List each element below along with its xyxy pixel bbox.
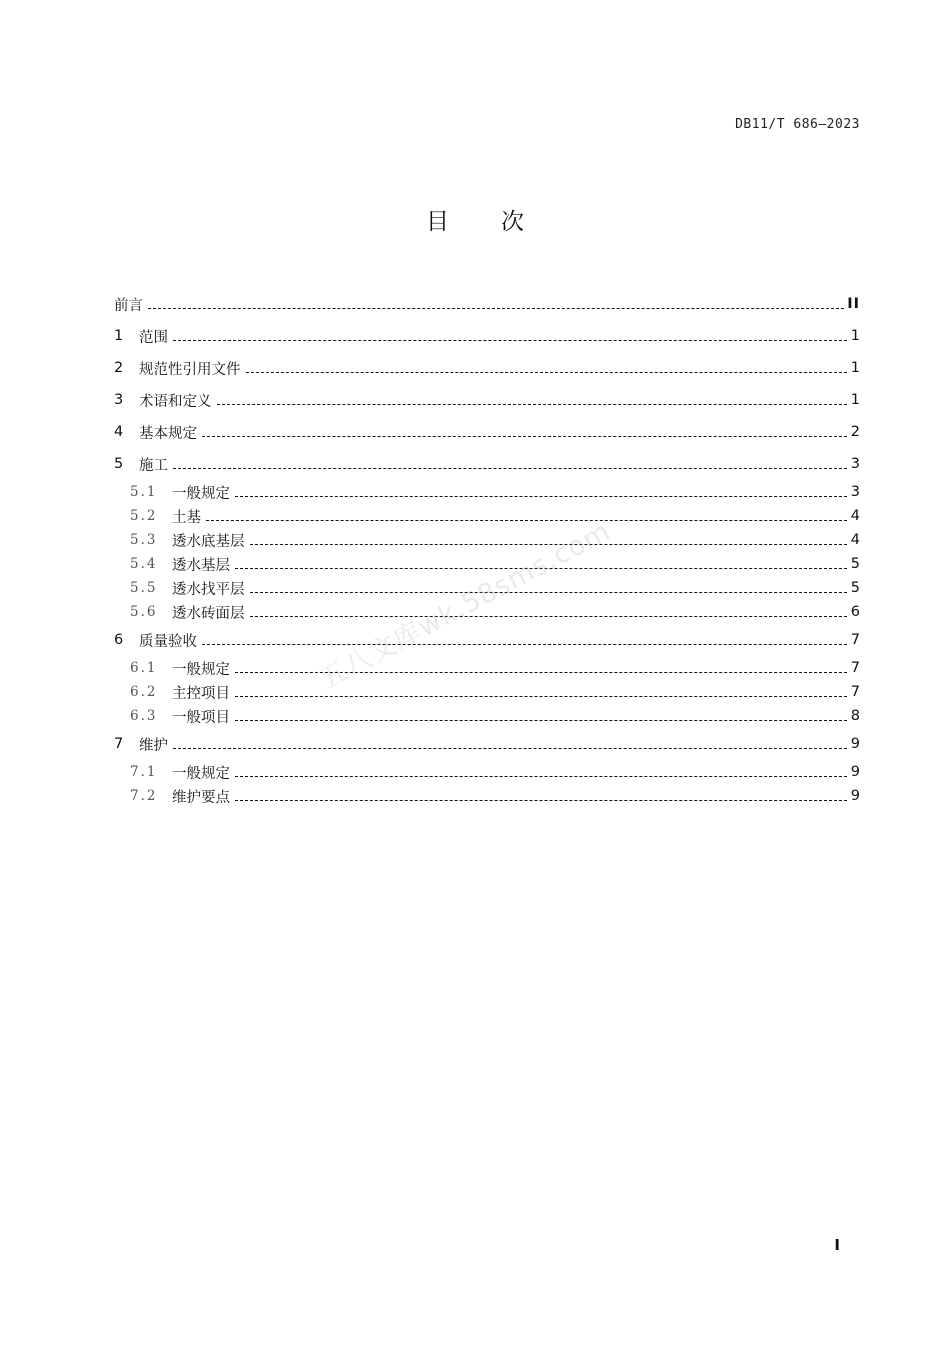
toc-entry-number: 6.3 xyxy=(130,708,158,724)
toc-entry-number: 1 xyxy=(114,328,124,344)
toc-dot-leader xyxy=(235,695,847,697)
toc-dot-leader xyxy=(148,307,844,309)
toc-dot-leader xyxy=(202,643,847,645)
toc-entry-label: 术语和定义 xyxy=(139,393,212,410)
toc-entry-label: 质量验收 xyxy=(139,633,197,650)
toc-entry-number: 5.5 xyxy=(130,580,158,596)
toc-entry-label: 土基 xyxy=(172,509,201,526)
toc-entry-label: 范围 xyxy=(139,329,168,346)
toc-entry[interactable] xyxy=(114,384,860,416)
toc-dot-leader xyxy=(173,339,847,341)
toc-entry-page: 1 xyxy=(850,328,860,344)
toc-entry-number: 7.2 xyxy=(130,788,158,804)
toc-entry-label: 维护要点 xyxy=(172,789,230,806)
toc-entry-number: 3 xyxy=(114,392,124,408)
toc-entry[interactable] xyxy=(114,656,860,680)
toc-dot-leader xyxy=(235,775,847,777)
toc-entry-page: 5 xyxy=(850,556,860,572)
toc-entry-page: 8 xyxy=(850,708,860,724)
toc-entry[interactable] xyxy=(114,760,860,784)
toc-entry-page: 4 xyxy=(850,508,860,524)
toc-entry-label: 维护 xyxy=(139,737,168,754)
toc-entry-label: 一般规定 xyxy=(172,661,230,678)
toc-entry-number: 5 xyxy=(114,456,124,472)
toc-entry[interactable] xyxy=(114,320,860,352)
toc-entry-label: 基本规定 xyxy=(139,425,197,442)
toc-entry-page: 1 xyxy=(850,392,860,408)
toc-entry-page: 7 xyxy=(850,660,860,676)
toc-entry[interactable] xyxy=(114,528,860,552)
toc-entry-number: 2 xyxy=(114,360,124,376)
toc-dot-leader xyxy=(235,719,847,721)
toc-entry[interactable] xyxy=(114,504,860,528)
toc-entry-number: 5.4 xyxy=(130,556,158,572)
toc-entry-page: 5 xyxy=(850,580,860,596)
toc-dot-leader xyxy=(173,467,847,469)
toc-entry-page: II xyxy=(847,296,860,312)
toc-entry-number: 6.2 xyxy=(130,684,158,700)
toc-entry-number: 6 xyxy=(114,632,124,648)
toc-entry-number: 6.1 xyxy=(130,660,158,676)
toc-entry[interactable] xyxy=(114,288,860,320)
toc-entry-page: 9 xyxy=(850,764,860,780)
toc-entry-label: 施工 xyxy=(139,457,168,474)
title-right: 次 xyxy=(501,209,524,235)
toc-entry-page: 3 xyxy=(850,456,860,472)
toc-entry[interactable] xyxy=(114,448,860,480)
toc-entry-label: 一般规定 xyxy=(172,485,230,502)
document-code: DB11/T 686—2023 xyxy=(735,117,860,132)
toc-entry[interactable] xyxy=(114,416,860,448)
toc-entry-label: 规范性引用文件 xyxy=(139,361,241,378)
toc-entry-page: 7 xyxy=(850,684,860,700)
toc-entry-number: 5.2 xyxy=(130,508,158,524)
toc-entry-page: 9 xyxy=(850,736,860,752)
toc-dot-leader xyxy=(246,371,848,373)
toc-entry-label: 一般规定 xyxy=(172,765,230,782)
toc-entry-number: 5.6 xyxy=(130,604,158,620)
toc-entry-page: 7 xyxy=(850,632,860,648)
toc-entry-number: 4 xyxy=(114,424,124,440)
toc-entry-number: 5.3 xyxy=(130,532,158,548)
toc-entry-label: 透水砖面层 xyxy=(172,605,245,622)
toc-entry[interactable] xyxy=(114,352,860,384)
table-of-contents xyxy=(114,288,860,808)
page-number: I xyxy=(834,1236,840,1254)
toc-entry-page: 1 xyxy=(850,360,860,376)
toc-dot-leader xyxy=(217,403,848,405)
toc-dot-leader xyxy=(235,799,847,801)
toc-entry-label: 透水底基层 xyxy=(172,533,245,550)
toc-dot-leader xyxy=(250,615,848,617)
toc-entry[interactable] xyxy=(114,728,860,760)
toc-entry[interactable] xyxy=(114,680,860,704)
toc-entry-label: 透水找平层 xyxy=(172,581,245,598)
toc-entry-page: 9 xyxy=(850,788,860,804)
toc-entry[interactable] xyxy=(114,624,860,656)
watermark: 五八文库wk.58sms.com xyxy=(314,515,616,696)
toc-entry-label: 前言 xyxy=(114,297,143,314)
toc-entry-label: 主控项目 xyxy=(172,685,230,702)
toc-dot-leader xyxy=(250,591,848,593)
toc-entry-number: 5.1 xyxy=(130,484,158,500)
toc-entry[interactable] xyxy=(114,784,860,808)
toc-entry-page: 2 xyxy=(850,424,860,440)
toc-entry-label: 透水基层 xyxy=(172,557,230,574)
toc-dot-leader xyxy=(202,435,847,437)
page-title xyxy=(0,203,950,236)
toc-dot-leader xyxy=(206,519,847,521)
toc-dot-leader xyxy=(235,495,847,497)
toc-entry-page: 6 xyxy=(850,604,860,620)
title-left: 目 xyxy=(426,209,449,235)
toc-entry[interactable] xyxy=(114,704,860,728)
toc-dot-leader xyxy=(173,747,847,749)
toc-entry-page: 3 xyxy=(850,484,860,500)
toc-entry-label: 一般项目 xyxy=(172,709,230,726)
toc-entry-number: 7.1 xyxy=(130,764,158,780)
toc-entry[interactable] xyxy=(114,480,860,504)
toc-entry-page: 4 xyxy=(850,532,860,548)
toc-entry-number: 7 xyxy=(114,736,124,752)
